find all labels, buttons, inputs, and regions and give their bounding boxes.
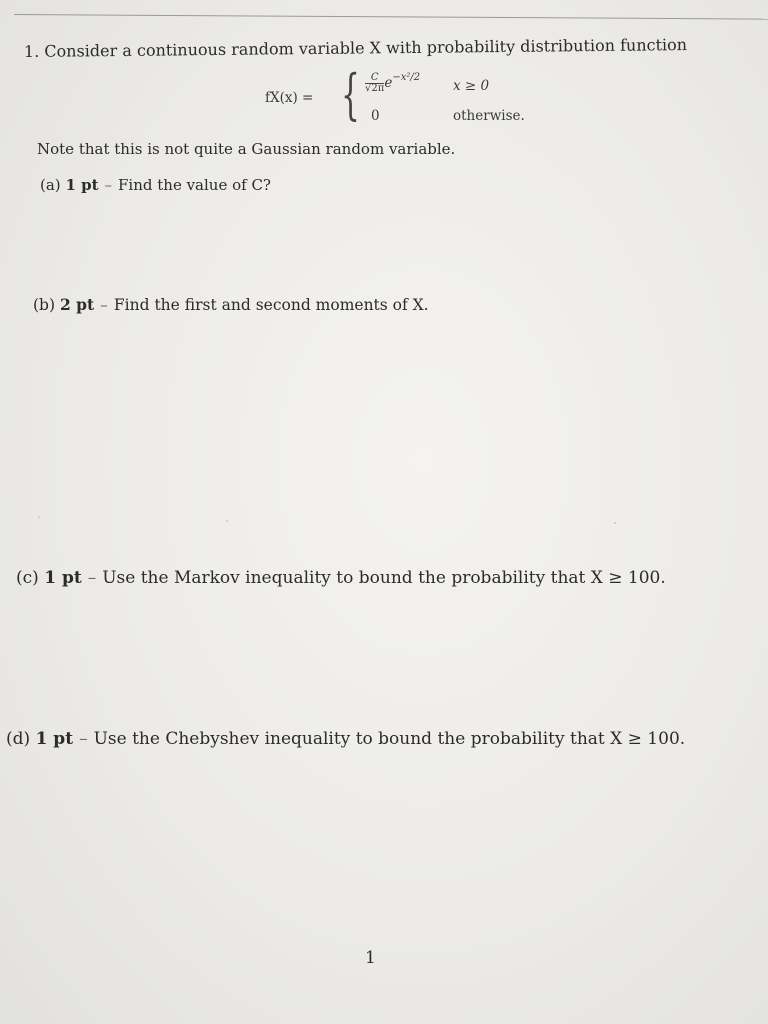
part-b-text: Find the first and second moments of X.	[113, 296, 429, 314]
exp-exponent: −x²/2	[392, 72, 421, 83]
coefficient-fraction	[365, 73, 384, 94]
part-d-label: (d)	[6, 729, 31, 749]
paper-speck	[226, 520, 228, 522]
top-divider	[14, 14, 768, 20]
question-number: 1.	[23, 41, 40, 61]
part-a-points: 1 pt	[65, 176, 99, 194]
part-d-points: 1 pt	[35, 729, 74, 749]
formula-lhs: fX(x) =	[265, 90, 314, 106]
exp-base: e	[384, 75, 393, 91]
formula-case-1	[365, 72, 420, 94]
part-d-dash: –	[79, 729, 88, 749]
part-b-label: (b)	[33, 296, 56, 314]
part-a-dash: –	[104, 176, 113, 194]
part-d	[6, 729, 685, 749]
part-c-label: (c)	[16, 568, 39, 588]
part-c-points: 1 pt	[44, 568, 82, 588]
paper-speck	[614, 522, 616, 524]
question-1	[24, 35, 687, 62]
note-text: Note that this is not quite a Gaussian random variable.	[37, 140, 456, 158]
coefficient-denominator: √2π	[365, 83, 385, 94]
part-b-points: 2 pt	[59, 295, 95, 314]
pdf-formula	[265, 63, 565, 132]
part-b-dash: –	[100, 296, 108, 314]
brace-icon: {	[341, 63, 360, 126]
part-a-text: Find the value of C?	[118, 176, 271, 194]
part-a-label: (a)	[40, 176, 61, 194]
part-c-dash: –	[87, 568, 97, 588]
page-number: 1	[365, 948, 376, 968]
part-b	[33, 295, 429, 315]
part-a	[40, 175, 271, 195]
part-c-text: Use the Markov inequality to bound the probability that X ≥ 100.	[102, 568, 666, 588]
formula-condition-2: otherwise.	[453, 108, 525, 124]
part-c	[16, 568, 666, 588]
question-text: Consider a continuous random variable X with probability distribution function	[44, 35, 688, 61]
formula-condition-1: x ≥ 0	[453, 78, 490, 94]
part-d-text: Use the Chebyshev inequality to bound the probability that X ≥ 100.	[93, 729, 686, 749]
formula-case-2: 0	[371, 108, 380, 124]
coefficient-numerator: C	[365, 73, 384, 84]
paper-speck	[38, 516, 40, 518]
